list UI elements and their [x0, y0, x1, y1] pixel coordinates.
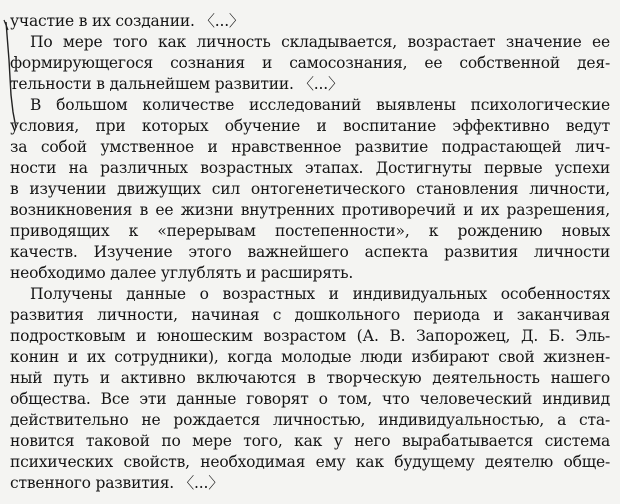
- text-line: формирующегося сознания и самосознания, ее собственной дея-: [10, 54, 610, 72]
- text-line: в изучении движущих сил онтогенетического становления личности,: [10, 180, 610, 198]
- text-line: приводящих к «перерывам постепенности», к рождению новых: [10, 222, 610, 240]
- text-line: подростковым и юношеским возрастом (А. В. Запорожец, Д. Б. Эль-: [10, 327, 610, 345]
- text-line: ности на различных возрастных этапах. Достигнуты первые успехи: [10, 159, 610, 177]
- text-line: тельности в дальнейшем развитии. 〈...〉: [10, 75, 344, 93]
- text-line: В большом количестве исследований выявлены психологические: [30, 96, 610, 114]
- text-line: условия, при которых обучение и воспитание эффективно ведут: [10, 117, 610, 135]
- text-line: участие в их создании. 〈...〉: [10, 12, 245, 30]
- text-line: общества. Все эти данные говорят о том, что человеческий индивид: [10, 390, 610, 408]
- text-line: психических свойств, необходимая ему как будущему деятелю обще-: [10, 453, 610, 471]
- text-line: действительно не рождается личностью, индивидуальностью, а ста-: [10, 411, 610, 429]
- text-line: ственного развития. 〈...〉: [10, 474, 224, 492]
- text-line: возникновения в ее жизни внутренних противоречий и их разрешения,: [10, 201, 610, 219]
- text-line: качеств. Изучение этого важнейшего аспекта развития личности: [10, 243, 610, 261]
- text-line: развития личности, начиная с дошкольного периода и заканчивая: [10, 306, 610, 324]
- text-line: новится таковой по мере того, как у него вырабатывается система: [10, 432, 610, 450]
- text-line: конин и их сотрудники), когда молодые люди избирают свой жизнен-: [10, 348, 610, 366]
- text-line: ный путь и активно включаются в творческую деятельность нашего: [10, 369, 610, 387]
- text-line: По мере того как личность складывается, возрастает значение ее: [30, 33, 610, 51]
- text-line: за собой умственное и нравственное развитие подрастающей лич-: [10, 138, 610, 156]
- text-line: Получены данные о возрастных и индивидуальных особенностях: [30, 285, 610, 303]
- text-line: необходимо далее углублять и расширять.: [10, 264, 354, 282]
